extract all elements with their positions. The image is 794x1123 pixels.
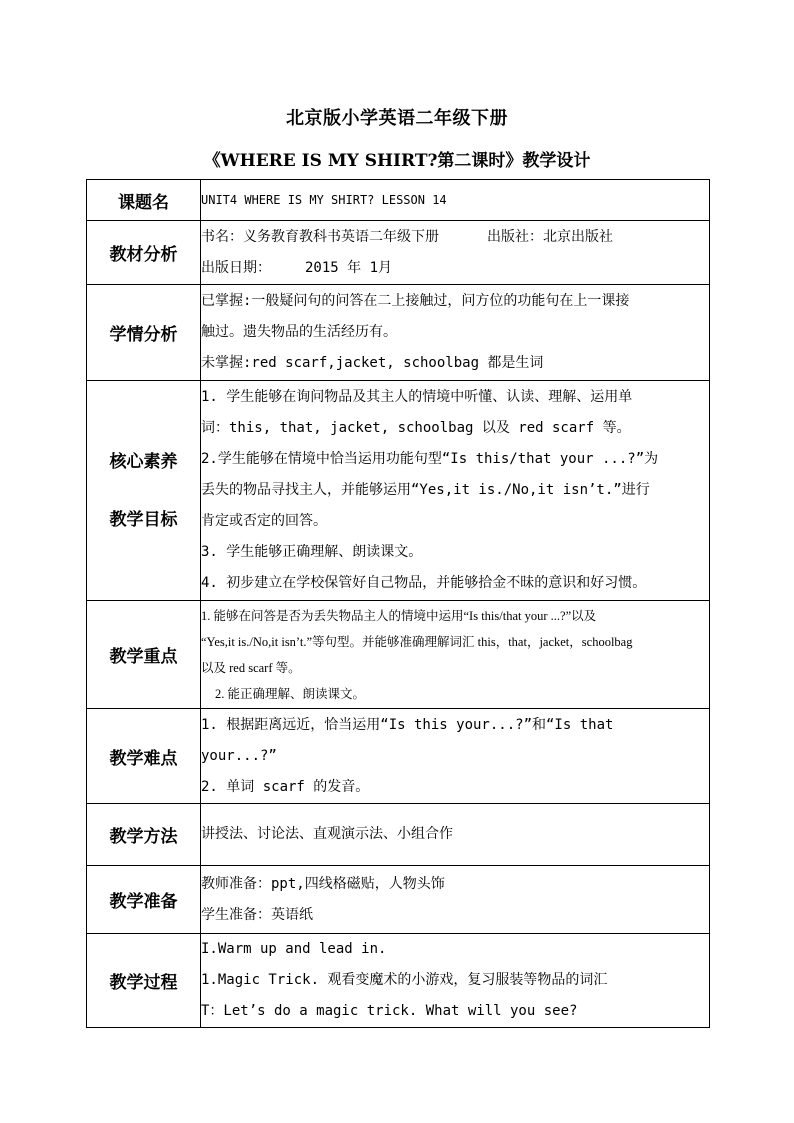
- row-key-points: [87, 601, 710, 709]
- objective-line: 4. 初步建立在学校保管好自己物品，并能够拾金不昧的意识和好习惯。: [201, 575, 647, 591]
- process-line: I.Warm up and lead in.: [201, 941, 387, 957]
- key-points-content: [201, 601, 710, 709]
- publisher: 出版社：北京出版社: [487, 228, 613, 245]
- row-objectives: [87, 381, 710, 601]
- row-preparation: [87, 866, 710, 934]
- label-preparation: 教学准备: [87, 866, 201, 934]
- label-objectives: [87, 381, 201, 601]
- difficulty-line: 2. 单词 scarf 的发音。: [201, 778, 370, 795]
- process-line: 1.Magic Trick. 观看变魔术的小游戏，复习服装等物品的词汇: [201, 972, 608, 988]
- row-learners: [87, 285, 710, 381]
- learners-line: 未掌握:red scarf,jacket, schoolbag 都是生词: [201, 355, 544, 371]
- document-subtitle: 《WHERE IS MY SHIRT?第二课时》教学设计: [203, 151, 591, 171]
- preparation-line: 教师准备：ppt,四线格磁贴，人物头饰: [201, 875, 445, 892]
- objective-line: 肯定或否定的回答。: [201, 513, 327, 529]
- document-title: 北京版小学英语二年级下册: [286, 108, 508, 129]
- preparation-line: 学生准备：英语纸: [201, 906, 313, 923]
- methods-text: 讲授法、讨论法、直观演示法、小组合作: [201, 826, 453, 842]
- objective-line: 丢失的物品寻找主人，并能够运用“Yes,it is./No,it isn’t.”进行: [201, 482, 650, 498]
- row-difficulties: [87, 709, 710, 804]
- materials-content: [201, 221, 710, 285]
- learners-content: [201, 285, 710, 381]
- label-methods: 教学方法: [87, 804, 201, 866]
- label-key-points: 教学重点: [87, 601, 201, 709]
- difficulties-content: [201, 709, 710, 804]
- lesson-plan-table: [86, 179, 710, 1028]
- topic-value: [201, 180, 710, 221]
- key-point-line: “Yes,it is./No,it isn’t.”等句型。并能够准确理解词汇 this，that，jacket，schoolbag: [201, 634, 633, 649]
- learners-line: 触过。遗失物品的生活经历有。: [201, 324, 397, 340]
- key-point-line: 1. 能够在问答是否为丢失物品主人的情境中运用“Is this/that your ...?”以及: [201, 608, 597, 623]
- learners-line: 已掌握:一般疑问句的问答在二上接触过，问方位的功能句在上一课接: [201, 293, 630, 309]
- objective-line: 词：this, that, jacket, schoolbag 以及 red scarf 等。: [201, 420, 631, 436]
- publish-date-value: 2015 年 1月: [305, 259, 393, 276]
- objective-line: 1. 学生能够在询问物品及其主人的情境中听懂、认读、理解、运用单: [201, 389, 633, 405]
- book-name: 书名：义务教育教科书英语二年级下册: [201, 228, 439, 245]
- difficulty-line: your...?”: [201, 747, 277, 764]
- materials-line-1: [201, 222, 709, 253]
- row-process: [87, 934, 710, 1028]
- objectives-content: [201, 381, 710, 601]
- publish-date-label: 出版日期：: [201, 259, 271, 276]
- key-point-line: 以及 red scarf 等。: [201, 660, 301, 675]
- row-methods: [87, 804, 710, 866]
- key-point-line: 2. 能正确理解、朗读课文。: [215, 686, 366, 701]
- methods-content: [201, 804, 710, 866]
- objective-line: 3. 学生能够正确理解、朗读课文。: [201, 544, 423, 560]
- objective-line: 2.学生能够在情境中恰当运用功能句型“Is this/that your ...?”为: [201, 451, 659, 467]
- row-materials: [87, 221, 710, 285]
- difficulty-line: 1. 根据距离远近，恰当运用“Is this your...?”和“Is that: [201, 716, 614, 733]
- label-topic: 课题名: [87, 180, 201, 221]
- label-difficulties: 教学难点: [87, 709, 201, 804]
- label-materials: 教材分析: [87, 221, 201, 285]
- label-objectives-line-2: 教学目标: [109, 509, 178, 530]
- label-process: 教学过程: [87, 934, 201, 1028]
- row-topic: [87, 180, 710, 221]
- label-objectives-line-1: 核心素养: [109, 451, 178, 472]
- preparation-content: [201, 866, 710, 934]
- topic-text: UNIT4 WHERE IS MY SHIRT? LESSON 14: [201, 192, 447, 207]
- process-line: T：Let’s do a magic trick. What will you see?: [201, 1003, 578, 1019]
- process-content: [201, 934, 710, 1028]
- label-learners: 学情分析: [87, 285, 201, 381]
- materials-line-2: [201, 253, 709, 284]
